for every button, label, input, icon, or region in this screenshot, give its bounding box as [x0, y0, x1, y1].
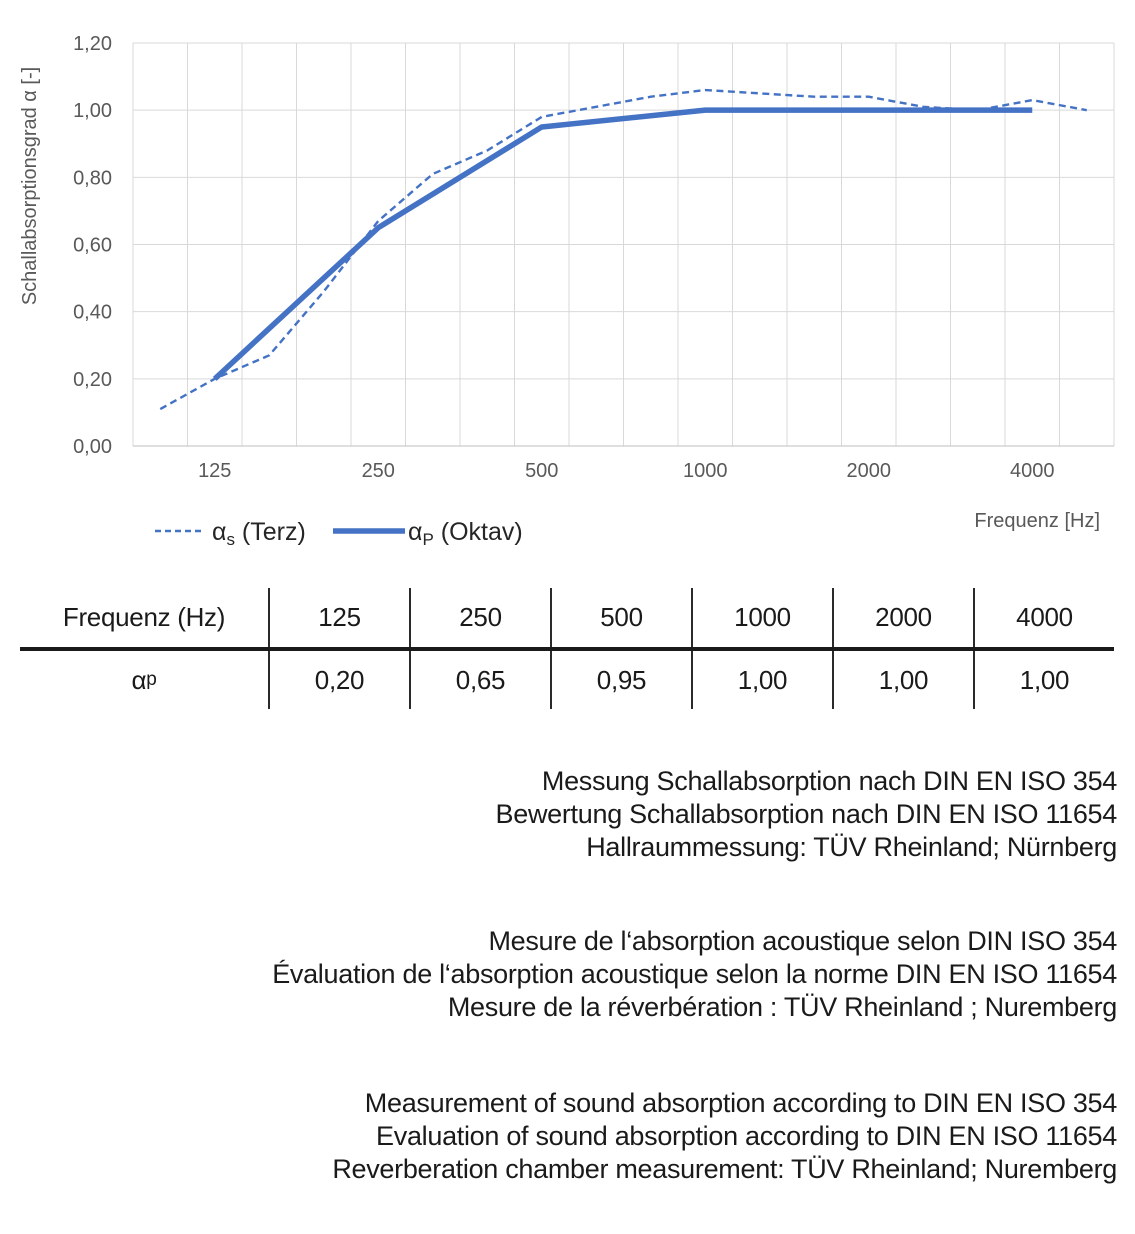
- chart-legend: [155, 518, 523, 549]
- note-line: Evaluation of sound absorption according to DIN EN ISO 11654: [376, 1121, 1117, 1151]
- x-axis-title: Frequenz [Hz]: [974, 510, 1100, 532]
- x-tick-label: 250: [361, 460, 395, 482]
- table-value-4000: 1,00: [973, 651, 1114, 709]
- table-header-500: 500: [550, 588, 691, 647]
- note-german: [18, 765, 1117, 864]
- note-line: Hallraummessung: TÜV Rheinland; Nürnberg: [586, 832, 1117, 862]
- y-tick-label: 1,00: [73, 100, 112, 123]
- x-tick-label: 1000: [683, 460, 728, 482]
- note-line: Bewertung Schallabsorption nach DIN EN ISO 11654: [495, 799, 1117, 829]
- table-header-frequency: Frequenz (Hz): [62, 602, 226, 632]
- table-row-label-alpha-p: α p: [131, 664, 157, 695]
- table-header-row: [20, 588, 1114, 651]
- sound-absorption-chart: [0, 0, 1135, 565]
- note-line: Reverberation chamber measurement: TÜV Rheinland; Nuremberg: [332, 1154, 1117, 1184]
- table-header-125: 125: [268, 588, 409, 647]
- y-tick-label: 0,20: [73, 368, 112, 391]
- table-header-250: 250: [409, 588, 550, 647]
- table-value-2000: 1,00: [832, 651, 973, 709]
- chart-tick-labels: [73, 33, 1054, 482]
- table-value-row: [20, 651, 1114, 709]
- table-value-500: 0,95: [550, 651, 691, 709]
- legend-label-alpha-p: $\alpha_P$ (Oktav): [408, 518, 523, 549]
- table-header-2000: 2000: [832, 588, 973, 647]
- chart-gridlines: [133, 43, 1114, 446]
- x-tick-label: 4000: [1010, 460, 1055, 482]
- y-tick-label: 0,80: [73, 167, 112, 190]
- y-axis-title: Schallabsorptionsgrad α [-]: [19, 66, 41, 306]
- table-header-4000: 4000: [973, 588, 1114, 647]
- note-line: Mesure de l‘absorption acoustique selon DIN ISO 354: [488, 926, 1117, 956]
- y-tick-label: 0,60: [73, 234, 112, 257]
- note-line: Mesure de la réverbération : TÜV Rheinland ; Nuremberg: [447, 992, 1117, 1022]
- alpha-p-table: [20, 588, 1114, 709]
- y-tick-label: 1,20: [73, 33, 112, 55]
- note-line: Évaluation de l‘absorption acoustique selon la norme DIN EN ISO 11654: [272, 959, 1117, 989]
- y-tick-label: 0,00: [73, 436, 112, 458]
- x-tick-label: 2000: [846, 460, 891, 482]
- x-tick-label: 125: [198, 460, 232, 482]
- absorption-line-chart: [0, 0, 1135, 565]
- note-line: Measurement of sound absorption according to DIN EN ISO 354: [364, 1088, 1117, 1118]
- y-tick-label: 0,40: [73, 301, 112, 324]
- x-tick-label: 500: [525, 460, 559, 482]
- note-english: [18, 1087, 1117, 1186]
- table-header-1000: 1000: [691, 588, 832, 647]
- table-value-125: 0,20: [268, 651, 409, 709]
- legend-label-alpha-s: $\alpha_s$ (Terz): [212, 518, 306, 549]
- note-line: Messung Schallabsorption nach DIN EN ISO 354: [541, 766, 1117, 796]
- note-french: [18, 925, 1117, 1024]
- table-value-1000: 1,00: [691, 651, 832, 709]
- table-value-250: 0,65: [409, 651, 550, 709]
